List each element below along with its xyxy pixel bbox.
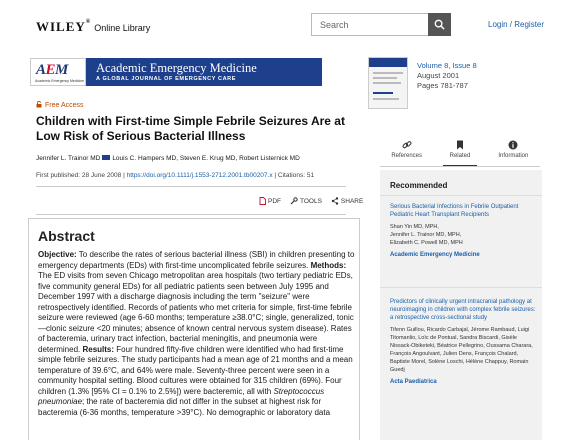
recommended-item — [390, 298, 538, 385]
recommended-article-link[interactable]: Predictors of clinically urgent intracranial pathology at neuroimaging in children with complex febrile seizures: a retrospective cross-sectional study — [390, 299, 536, 321]
pdf-label: PDF — [268, 197, 281, 205]
doi-link[interactable]: https://doi.org/10.1111/j.1553-2712.2001.tb00207.x — [126, 172, 273, 179]
issue-info — [417, 61, 477, 91]
recommended-authors: Shan Yin MD, MPH, Jennifer L. Trainor MD, MPH, Elizabeth C. Powell MD, MPH — [390, 224, 463, 246]
email-icon[interactable] — [102, 155, 110, 160]
share-icon — [331, 197, 339, 205]
recommended-panel — [380, 170, 542, 440]
journal-cover-thumbnail[interactable] — [368, 57, 408, 109]
wiley-logo[interactable]: WILEY®Online Library — [36, 19, 151, 34]
journal-banner[interactable] — [30, 58, 322, 86]
unlock-icon — [36, 101, 42, 108]
organism-name: Streptococcus pneumoniae — [38, 386, 325, 406]
search-box — [311, 13, 451, 36]
divider — [380, 195, 542, 196]
abstract-section — [28, 218, 360, 440]
results-text: Four hundred fifty-five children were identified who had first-time simple febrile seizures. The study participants had a mean age of 21 months and a mean temperature of 39.6°C, and 64% were male. Seventy-three percent were seen in a community hospital setting. Blood cultures were obtained for 315 children (69%). Four children (1.3% [95% CI = 0.1% to 2.5%]) were bacteremic, all with — [38, 344, 353, 396]
methods-label: Methods: — [310, 260, 347, 270]
login-register-link[interactable]: Login / Register — [488, 20, 545, 29]
pdf-button[interactable] — [259, 197, 281, 205]
free-access-label: Free Access — [45, 102, 84, 109]
search-input[interactable] — [312, 14, 430, 35]
link-icon — [402, 140, 412, 150]
author-link[interactable]: Jennifer L. Trainor MD — [36, 155, 101, 162]
search-icon — [434, 19, 445, 30]
divider — [36, 186, 346, 187]
banner-title-area — [86, 58, 322, 86]
article-tools — [259, 197, 363, 205]
recommended-authors: Tifenn Guillou, Ricardo Carbajal, Jérome Rambaud, Luigi Titomanlio, Loïc de Pontual, Sandra Biscardi, Gisèle Nissack-Obiketeki, Béatrice Pellegrino, Oussama Charara, François Angoulvant, Julien Dens, François Chalard, Baptiste Morel, Solène Loschi, Hélène Chappuy, Romain Guedj — [390, 327, 533, 373]
share-label: SHARE — [340, 197, 364, 205]
bookmark-icon — [456, 140, 464, 150]
brand-name: WILEY — [36, 19, 86, 34]
journal-title: Academic Emergency Medicine — [96, 61, 257, 75]
tab-label: Related — [449, 153, 471, 159]
logo-subtitle: Academic Emergency Medicine — [35, 79, 85, 83]
sidebar-tabs — [380, 140, 540, 166]
journal-tagline: A GLOBAL JOURNAL OF EMERGENCY CARE — [96, 76, 236, 82]
issue-month: August 2001 — [417, 71, 460, 80]
tools-button[interactable] — [290, 197, 322, 205]
issue-pages: Pages 781-787 — [417, 81, 468, 90]
tab-references[interactable] — [380, 140, 433, 166]
publication-info: First published: 28 June 2008 | https://doi.org/10.1111/j.1553-2712.2001.tb00207.x | Citations: 51 — [36, 172, 315, 179]
brand-suffix: Online Library — [94, 23, 151, 33]
info-icon — [508, 140, 518, 150]
tab-information[interactable] — [487, 140, 540, 166]
search-button[interactable] — [428, 13, 451, 36]
author-links-rest[interactable]: Louis C. Hampers MD, Steven E. Krug MD, Robert Listernick MD — [112, 155, 300, 162]
citations-count[interactable]: Citations: 51 — [277, 172, 315, 179]
recommended-heading: Recommended — [390, 181, 448, 190]
aem-logo: AEM Academic Emergency Medicine — [30, 58, 86, 86]
results-label: Results: — [82, 344, 115, 354]
top-bar — [0, 0, 580, 50]
results-text-cont: ; the rate of bacteremia did not differ in the subset at highest risk for bacteremia (6-36 months, temperature >39°C). No demographic or laboratory data — [38, 397, 331, 417]
recommended-article-link[interactable]: Serious Bacterial Infections in Febrile Outpatient Pediatric Heart Transplant Recipients — [390, 204, 519, 218]
divider — [36, 214, 346, 215]
wrench-icon — [290, 197, 298, 205]
tools-label: TOOLS — [300, 197, 322, 205]
methods-text: The ED visits from seven Chicago metropolitan area hospitals (two tertiary pediatric EDs, five community general EDs) for all pediatric patients seen between July 1995 and December 1997 with a discharge diagnosis including the term "seizure" were retrospectively identified. Records of patients who met criteria for simple, first-time febrile seizure were reviewed (age 6-60 months; temperature ≥38.0°C; single, generalized, tonic—clonic seizure <20 minutes; absence of known central nervous system disease). Rates of bacteremia, urinary tract infection, bacterial meningitis, and pneumonia were determined. — [38, 271, 354, 354]
first-published: First published: 28 June 2008 — [36, 172, 122, 179]
recommended-journal-link[interactable]: Acta Paediatrica — [390, 379, 437, 385]
tab-label: References — [391, 153, 422, 159]
tab-label: Information — [498, 153, 529, 159]
pdf-icon — [259, 197, 266, 205]
objective-text: To describe the rates of serious bacterial illness (SBI) in children presenting to emergency departments (EDs) with first-time uncomplicated febrile seizures. — [38, 250, 355, 270]
tabs-divider — [380, 166, 540, 167]
objective-label: Objective: — [38, 250, 77, 259]
article-title: Children with First-time Simple Febrile Seizures Are at Low Risk of Serious Bacterial Illness — [36, 114, 345, 143]
abstract-heading: Abstract — [38, 228, 95, 244]
author-list — [36, 155, 356, 162]
divider — [380, 287, 542, 288]
recommended-journal-link[interactable]: Academic Emergency Medicine — [390, 252, 480, 258]
volume-issue-link[interactable]: Volume 8, Issue 8 — [417, 61, 477, 70]
free-access-badge — [36, 101, 84, 109]
share-button[interactable] — [331, 197, 363, 205]
tab-related[interactable] — [433, 140, 486, 166]
abstract-text — [38, 250, 356, 418]
recommended-item — [390, 203, 538, 258]
